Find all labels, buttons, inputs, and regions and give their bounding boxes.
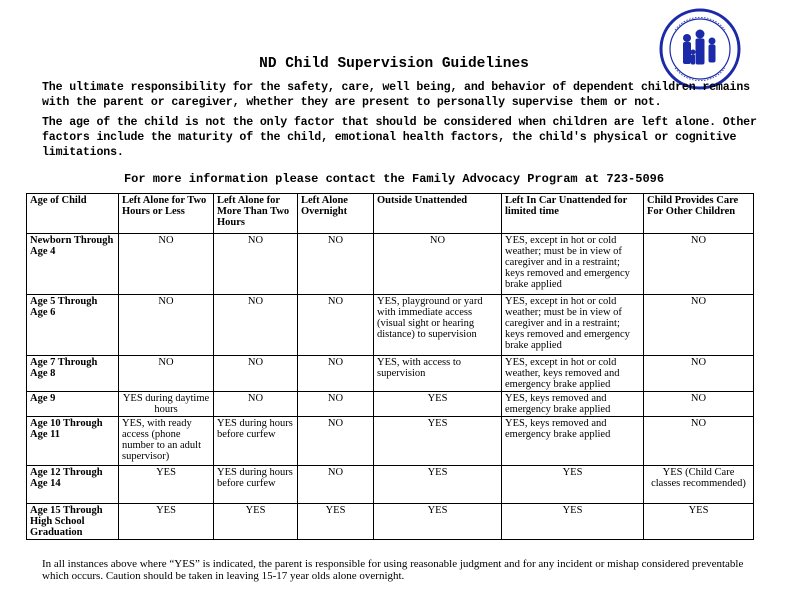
table-cell: YES, except in hot or cold weather, keys removed and emergency brake applied	[502, 356, 644, 392]
table-cell: YES, playground or yard with immediate access (visual sight or hearing distance) to supervision	[374, 295, 502, 356]
table-cell: YES	[374, 466, 502, 504]
table-cell: NO	[214, 295, 298, 356]
table-cell: YES (Child Care classes recommended)	[644, 466, 754, 504]
table-cell: YES	[119, 504, 214, 540]
table-row	[27, 295, 754, 356]
table-row	[27, 466, 754, 504]
table-cell: NO	[644, 392, 754, 417]
table-cell: YES, except in hot or cold weather; must be in view of caregiver and in a restraint; keys removed and emergency brake applied	[502, 295, 644, 356]
table-row	[27, 504, 754, 540]
column-header: Child Provides Care For Other Children	[644, 194, 754, 234]
table-cell: NO	[298, 234, 374, 295]
table-cell: YES during daytime hours	[119, 392, 214, 417]
table-row	[27, 356, 754, 392]
table-cell: NO	[298, 295, 374, 356]
table-cell: YES	[374, 417, 502, 466]
age-cell: Age 5 Through Age 6	[27, 295, 119, 356]
table-cell: YES, keys removed and emergency brake applied	[502, 417, 644, 466]
family-advocacy-seal-icon	[659, 8, 741, 90]
age-cell: Age 10 Through Age 11	[27, 417, 119, 466]
page-title: ND Child Supervision Guidelines	[259, 56, 529, 72]
table-cell: YES	[374, 392, 502, 417]
age-cell: Age 9	[27, 392, 119, 417]
column-header: Left Alone for More Than Two Hours	[214, 194, 298, 234]
table-cell: NO	[298, 392, 374, 417]
table-cell: NO	[298, 356, 374, 392]
table-cell: YES, except in hot or cold weather; must be in view of caregiver and in a restraint; keys removed and emergency brake applied	[502, 234, 644, 295]
table-cell: YES, with ready access (phone number to an adult supervisor)	[119, 417, 214, 466]
table-cell: NO	[214, 234, 298, 295]
table-row	[27, 392, 754, 417]
column-header: Left In Car Unattended for limited time	[502, 194, 644, 234]
column-header: Age of Child	[27, 194, 119, 234]
column-header: Outside Unattended	[374, 194, 502, 234]
table-cell: NO	[214, 356, 298, 392]
age-cell: Age 12 Through Age 14	[27, 466, 119, 504]
table-cell: NO	[644, 234, 754, 295]
table-cell: YES	[214, 504, 298, 540]
table-cell: NO	[119, 356, 214, 392]
column-header: Left Alone Overnight	[298, 194, 374, 234]
table-header-row	[27, 194, 754, 234]
age-cell: Age 7 Through Age 8	[27, 356, 119, 392]
table-cell: YES	[119, 466, 214, 504]
table-cell: YES	[502, 466, 644, 504]
table-cell: YES during hours before curfew	[214, 417, 298, 466]
intro-paragraph: The ultimate responsibility for the safety, care, well being, and behavior of dependent children remains with the parent or caregiver, whether they are present to personally supervise them or not.	[42, 81, 750, 109]
age-cell: Newborn Through Age 4	[27, 234, 119, 295]
column-header: Left Alone for Two Hours or Less	[119, 194, 214, 234]
table-cell: NO	[214, 392, 298, 417]
table-cell: YES, with access to supervision	[374, 356, 502, 392]
table-cell: YES, keys removed and emergency brake applied	[502, 392, 644, 417]
supervision-table	[26, 193, 754, 540]
table-cell: NO	[298, 466, 374, 504]
table-cell: YES	[502, 504, 644, 540]
table-cell: YES	[644, 504, 754, 540]
table-cell: YES	[298, 504, 374, 540]
table-row	[27, 417, 754, 466]
table-cell: NO	[374, 234, 502, 295]
table-row	[27, 234, 754, 295]
table-cell: NO	[644, 356, 754, 392]
age-cell: Age 15 Through High School Graduation	[27, 504, 119, 540]
factors-paragraph: The age of the child is not the only factor that should be considered when children are left alone. Other factors include the maturity of the child, emotional health factors, the child's physical or cognitive limitations.	[42, 116, 757, 159]
table-cell: NO	[119, 234, 214, 295]
footnote: In all instances above where “YES” is indicated, the parent is responsible for using reasonable judgment and for any incident or mishap considered preventable which occurs. Caution should be taken in leaving 15-17 year olds alone overnight.	[42, 558, 744, 582]
table-cell: NO	[644, 295, 754, 356]
table-cell: NO	[644, 417, 754, 466]
contact-line: For more information please contact the Family Advocacy Program at 723-5096	[123, 172, 665, 186]
table-cell: YES during hours before curfew	[214, 466, 298, 504]
table-cell: NO	[119, 295, 214, 356]
table-cell: NO	[298, 417, 374, 466]
table-cell: YES	[374, 504, 502, 540]
